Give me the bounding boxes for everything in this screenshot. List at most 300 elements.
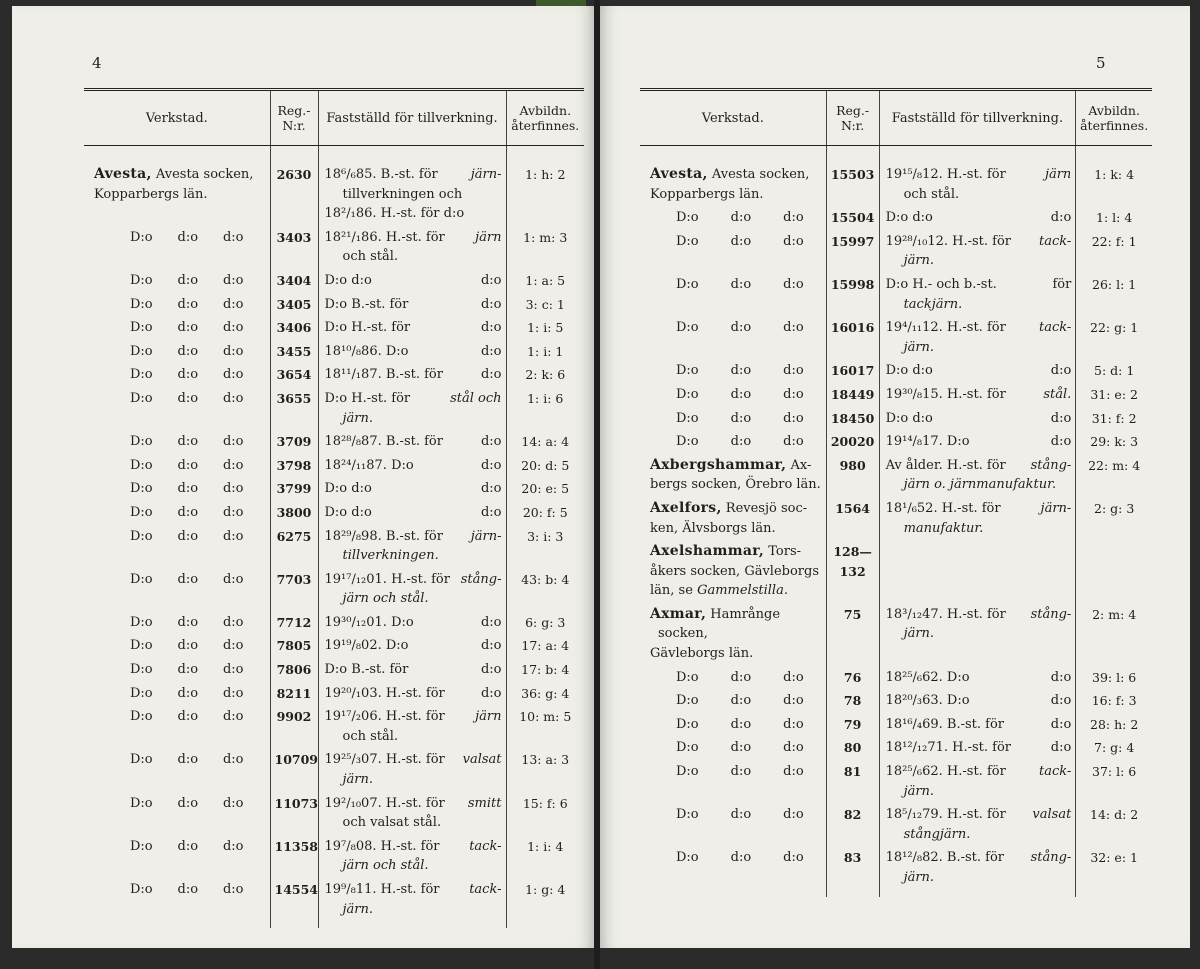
fastst-line-2: järn. [342,410,374,426]
verkstad-cell [640,207,826,231]
fastst-line-1 [325,432,502,452]
verkstad-cell [84,706,270,749]
fastst-cell [879,667,1076,691]
table-row [84,270,584,294]
table-row [640,690,1152,714]
verkstad-cell [640,541,826,604]
fastst-line-1 [886,318,1072,338]
ditto-1: D:o [130,457,153,473]
fastst-line-1 [325,479,502,499]
table-row [640,604,1152,667]
fastst-line-1 [325,837,502,857]
fastst-date: D:o d:o [885,363,933,379]
reg-number: 8211 [270,683,318,707]
fastst-date: 19²⁰/₁03. H.-st. för [324,685,445,701]
fastst-line-1 [886,275,1072,295]
ditto-line [650,361,822,381]
ditto-line [650,848,822,868]
fastst-date: 18¹/₆52. H.-st. för [885,500,1001,516]
fastst-cell [879,274,1076,317]
avbildn-ref: 2: k: 6 [506,364,584,388]
table-row [640,408,1152,432]
ditto-2: d:o [730,740,752,756]
ditto-2: d:o [730,850,752,866]
fastst-date: 18⁵/₁₂79. H.-st. för [885,807,1006,823]
table-row [84,364,584,388]
place-line-2: Kopparbergs län. [94,186,208,202]
page-number: 4 [92,54,102,72]
reg-number: 83 [826,847,879,890]
verkstad-cell [84,388,270,431]
fastst-cell [879,231,1076,274]
ditto-line [650,208,822,228]
ditto-3: d:o [222,390,244,406]
ditto-2: d:o [177,390,199,406]
fastst-date: D:o d:o [885,410,933,426]
fastst-cell [318,635,506,659]
verkstad-cell [84,270,270,294]
fastst-date: 18²⁹/₈98. B.-st. för [324,528,443,544]
reg-number: 7712 [270,612,318,636]
ditto-2: d:o [177,320,199,336]
place-see: län, se [650,583,693,599]
fastst-date: 18²⁴/₁₁87. D:o [324,457,414,473]
ditto-line [650,432,822,452]
ditto-3: d:o [222,614,244,630]
reg-number: 76 [826,667,879,691]
ditto-1: D:o [676,276,699,292]
ditto-1: D:o [130,571,153,587]
fastst-end: d:o [1050,434,1072,450]
reg-number: 11073 [270,793,318,836]
ditto-2: d:o [177,638,199,654]
verkstad-cell [640,317,826,360]
ditto-1: D:o [130,614,153,630]
fastst-cell [879,541,1076,604]
ditto-line [94,684,266,704]
fastst-line-1 [886,432,1072,452]
fastst-end: järn- [470,528,502,544]
avbildn-ref: 1: g: 4 [506,879,584,922]
verkstad-cell [84,659,270,683]
fastst-end: d:o [480,685,502,701]
fastst-line-2: och valsat stål. [342,815,442,831]
table-row [640,384,1152,408]
ditto-2: d:o [177,481,199,497]
avbildn-ref: 17: a: 4 [506,635,584,659]
fastst-cell [318,431,506,455]
fastst-line-1 [325,165,502,185]
fastst-line-2: järn. [342,772,374,788]
fastst-date: D:o B.-st. för [324,662,409,678]
ditto-3: d:o [783,233,804,249]
ditto-line [650,409,822,429]
ditto-1: D:o [676,764,699,780]
fastst-date: 18¹²/₁₂71. H.-st. för [885,740,1012,756]
fastst-line-3: 18²/₁86. H.-st. för d:o [324,206,465,222]
ditto-2: d:o [730,410,752,426]
fastst-line-1 [886,691,1072,711]
reg-number: 16017 [826,360,879,384]
verkstad-cell [640,384,826,408]
fastst-date: 19³⁰/₁₂01. D:o [324,614,414,630]
register-table [640,88,1152,897]
fastst-line-2: och stål. [903,186,960,202]
ditto-1: D:o [130,528,153,544]
ditto-2: d:o [730,807,752,823]
header-reg: Reg.- N:r. [270,90,318,146]
place-detail: Ax- [790,457,812,473]
reg-number: 75 [826,604,879,667]
ditto-3: d:o [222,795,244,811]
left-page [12,6,595,948]
verkstad-cell [84,749,270,792]
ditto-line [650,232,822,252]
ditto-line [94,389,266,409]
fastst-date: 19⁹/₈11. H.-st. för [324,882,440,897]
reg-number: 80 [826,737,879,761]
ditto-1: D:o [676,740,699,756]
fastst-line-1 [325,527,502,547]
reg-number: 11358 [270,836,318,879]
reg-number: 3655 [270,388,318,431]
avbildn-ref: 1: i: 5 [506,317,584,341]
ditto-line [94,880,266,900]
fastst-end: d:o [480,638,502,654]
fastst-line-1 [886,165,1072,185]
ditto-2: d:o [177,229,199,245]
ditto-2: d:o [177,838,199,854]
fastst-line-1 [325,750,502,770]
verkstad-cell [640,431,826,455]
spacer-row [640,146,1152,165]
ditto-3: d:o [783,740,804,756]
ditto-2: d:o [730,386,752,402]
table-row [640,360,1152,384]
ditto-3: d:o [222,662,244,678]
table-row [640,207,1152,231]
reg-number: 3404 [270,270,318,294]
right-page [600,6,1190,948]
verkstad-cell [84,569,270,612]
fastst-end: d:o [480,272,502,288]
table-row [84,478,584,502]
padding-row [640,891,1152,897]
fastst-line-1 [886,805,1072,825]
fastst-end: d:o [1050,363,1072,379]
fastst-line-1 [325,880,502,900]
fastst-cell [318,227,506,270]
avbildn-ref: 5: d: 1 [1076,360,1152,384]
ditto-line [94,432,266,452]
fastst-end: smitt [467,795,502,811]
fastst-line-1 [886,738,1072,758]
reg-number: 7703 [270,569,318,612]
fastst-end: d:o [480,614,502,630]
ditto-line [94,318,266,338]
place-line-2: Gävleborgs län. [650,646,754,662]
ditto-2: d:o [177,795,199,811]
fastst-line-2: järn o. järnmanufaktur. [903,477,1057,493]
fastst-line-1 [886,361,1072,381]
table-row [84,502,584,526]
reg-number: 7805 [270,635,318,659]
fastst-cell [879,384,1076,408]
fastst-end: för [1052,276,1072,292]
ditto-line [94,479,266,499]
fastst-line-2: stångjärn. [903,826,971,842]
fastst-cell [879,690,1076,714]
place-detail: Avesta socken, [155,167,254,182]
fastst-line-1 [325,707,502,727]
fastst-line-1 [886,762,1072,782]
ditto-1: D:o [676,693,699,709]
fastst-date: 19¹⁷/₂06. H.-st. för [324,709,445,725]
reg-number: 15998 [826,274,879,317]
ditto-line [94,837,266,857]
verkstad-cell [84,431,270,455]
fastst-date: D:o B.-st. för [324,296,409,312]
fastst-line-2: järn. [903,339,935,355]
fastst-date: 19⁷/₈08. H.-st. för [324,838,440,854]
fastst-end: valsat [462,752,502,768]
avbildn-ref: 1: a: 5 [506,270,584,294]
fastst-line-2: järn. [903,783,935,799]
table-row [84,569,584,612]
ditto-2: d:o [730,693,752,709]
verkstad-cell [84,478,270,502]
ditto-1: D:o [130,504,153,520]
ditto-2: d:o [177,528,199,544]
fastst-end: d:o [1050,669,1072,685]
avbildn-ref: 20: f: 5 [506,502,584,526]
ditto-1: D:o [676,320,699,336]
fastst-date: 18¹⁶/₄69. B.-st. för [885,716,1005,732]
verkstad-cell [84,294,270,318]
ditto-3: d:o [783,434,804,450]
avbildn-ref: 7: g: 4 [1076,737,1152,761]
ditto-1: D:o [676,669,699,685]
table-row [84,659,584,683]
table-row [640,231,1152,274]
ditto-3: d:o [222,685,244,701]
place-detail: Tors- [768,544,802,560]
fastst-cell [879,498,1076,541]
ditto-2: d:o [730,276,752,292]
fastst-date: 18²⁰/₃63. D:o [885,693,970,709]
ditto-line [94,794,266,814]
table-row [84,612,584,636]
table-row [640,714,1152,738]
verkstad-cell [640,360,826,384]
fastst-cell [318,478,506,502]
fastst-line-1 [325,636,502,656]
fastst-end: d:o [1050,210,1072,226]
fastst-line-1 [325,503,502,523]
reg-number: 9902 [270,706,318,749]
table-row [640,431,1152,455]
ditto-2: d:o [177,457,199,473]
fastst-cell [879,431,1076,455]
place-name: Avesta, [650,166,708,182]
verkstad-cell [84,364,270,388]
fastst-date: 18⁶/₆85. B.-st. för [324,167,438,182]
fastst-line-2: manufaktur. [903,520,984,536]
avbildn-ref: 20: d: 5 [506,455,584,479]
ditto-2: d:o [177,662,199,678]
ditto-2: d:o [177,367,199,383]
ditto-3: d:o [783,210,804,226]
ditto-1: D:o [676,210,699,226]
fastst-cell [318,659,506,683]
fastst-end: tack- [1039,320,1072,336]
place-line-2: åkers socken, Gävleborgs [650,563,820,579]
avbildn-ref: 22: g: 1 [1076,317,1152,360]
avbildn-ref: 20: e: 5 [506,478,584,502]
avbildn-ref: 2: g: 3 [1076,498,1152,541]
header-avbildn: Avbildn. återfinnes. [1076,90,1152,146]
fastst-date: 19⁴/₁₁12. H.-st. för [885,320,1006,336]
fastst-date: 19²⁸/₁₀12. H.-st. för [885,233,1012,249]
reg-number: 14554 [270,879,318,922]
fastst-cell [879,317,1076,360]
reg-number: 79 [826,714,879,738]
ditto-1: D:o [130,367,153,383]
avbildn-ref: 1: l: 4 [1076,207,1152,231]
fastst-date: D:o H.-st. för [324,390,411,406]
header-avbildn: Avbildn. återfinnes. [506,90,584,146]
table-row [84,793,584,836]
fastst-cell [318,569,506,612]
reg-number: 20020 [826,431,879,455]
ditto-1: D:o [676,233,699,249]
avbildn-ref: 13: a: 3 [506,749,584,792]
verkstad-cell [640,498,826,541]
table-row [84,455,584,479]
verkstad-cell [84,526,270,569]
fastst-line-2: tillverkningen. [342,548,439,564]
ditto-2: d:o [730,669,752,685]
fastst-end: stång- [1030,850,1072,866]
fastst-date: 19²⁵/₃07. H.-st. för [324,752,445,768]
table-row [84,388,584,431]
verkstad-cell [640,667,826,691]
fastst-line-1 [325,613,502,633]
table-row [84,749,584,792]
ditto-1: D:o [130,343,153,359]
fastst-cell [318,341,506,365]
verkstad-cell [84,502,270,526]
fastst-date: 19³⁰/₈15. H.-st. för [885,386,1006,402]
ditto-1: D:o [130,685,153,701]
verkstad-cell [640,164,826,207]
fastst-line-2: och stål. [342,728,399,744]
fastst-line-1 [325,271,502,291]
fastst-date: D:o d:o [324,481,372,497]
ditto-1: D:o [130,481,153,497]
fastst-line-1 [886,232,1072,252]
fastst-cell [879,164,1076,207]
fastst-end: valsat [1032,807,1072,823]
place-name: Axelshammar, [650,543,765,560]
avbildn-ref: 10: m: 5 [506,706,584,749]
fastst-line-1 [886,848,1072,868]
fastst-line-1 [886,499,1072,519]
fastst-line-2: järn. [342,901,374,917]
fastst-line-1 [325,570,502,590]
ditto-1: D:o [130,838,153,854]
verkstad-cell [640,847,826,890]
reg-number: 3800 [270,502,318,526]
ditto-line [650,385,822,405]
verkstad-cell [84,164,270,227]
fastst-date: 18²⁵/₆62. D:o [885,669,970,685]
place-line [650,456,822,476]
ditto-2: d:o [177,434,199,450]
ditto-1: D:o [676,434,699,450]
ditto-2: d:o [177,343,199,359]
reg-number: 15504 [826,207,879,231]
header-fastst: Fastställd för tillverkning. [879,90,1076,146]
verkstad-cell [640,231,826,274]
fastst-line-1 [886,456,1072,476]
fastst-cell [318,455,506,479]
fastst-end: d:o [1050,716,1072,732]
ditto-3: d:o [783,764,804,780]
fastst-end: d:o [1050,410,1072,426]
fastst-cell [318,879,506,922]
fastst-cell [879,604,1076,667]
fastst-cell [318,793,506,836]
fastst-line-1 [325,365,502,385]
avbildn-ref: 14: a: 4 [506,431,584,455]
avbildn-ref: 14: d: 2 [1076,804,1152,847]
fastst-line-1 [886,385,1072,405]
fastst-line-1 [325,389,502,409]
reg-number: 980 [826,455,879,498]
fastst-cell [879,360,1076,384]
ditto-3: d:o [222,571,244,587]
fastst-end: d:o [1050,740,1072,756]
avbildn-ref: 31: e: 2 [1076,384,1152,408]
ditto-1: D:o [130,296,153,312]
reg-number: 3799 [270,478,318,502]
ditto-3: d:o [222,343,244,359]
avbildn-ref: 43: b: 4 [506,569,584,612]
fastst-line-1 [886,605,1072,625]
fastst-cell [318,749,506,792]
ditto-1: D:o [676,386,699,402]
avbildn-ref: 16: f: 3 [1076,690,1152,714]
verkstad-cell [84,683,270,707]
fastst-line-1 [325,456,502,476]
ditto-3: d:o [222,320,244,336]
fastst-line-2: järn. [903,870,935,885]
fastst-cell [879,737,1076,761]
place-line [650,542,822,562]
ditto-line [94,295,266,315]
verkstad-cell [640,714,826,738]
table-row [84,227,584,270]
verkstad-cell [84,836,270,879]
ditto-1: D:o [130,434,153,450]
reg-number: 128— 132 [826,541,879,604]
fastst-line-1 [886,208,1072,228]
ditto-line [94,456,266,476]
verkstad-cell [640,455,826,498]
fastst-end: järn [1044,167,1072,182]
verkstad-cell [640,274,826,317]
